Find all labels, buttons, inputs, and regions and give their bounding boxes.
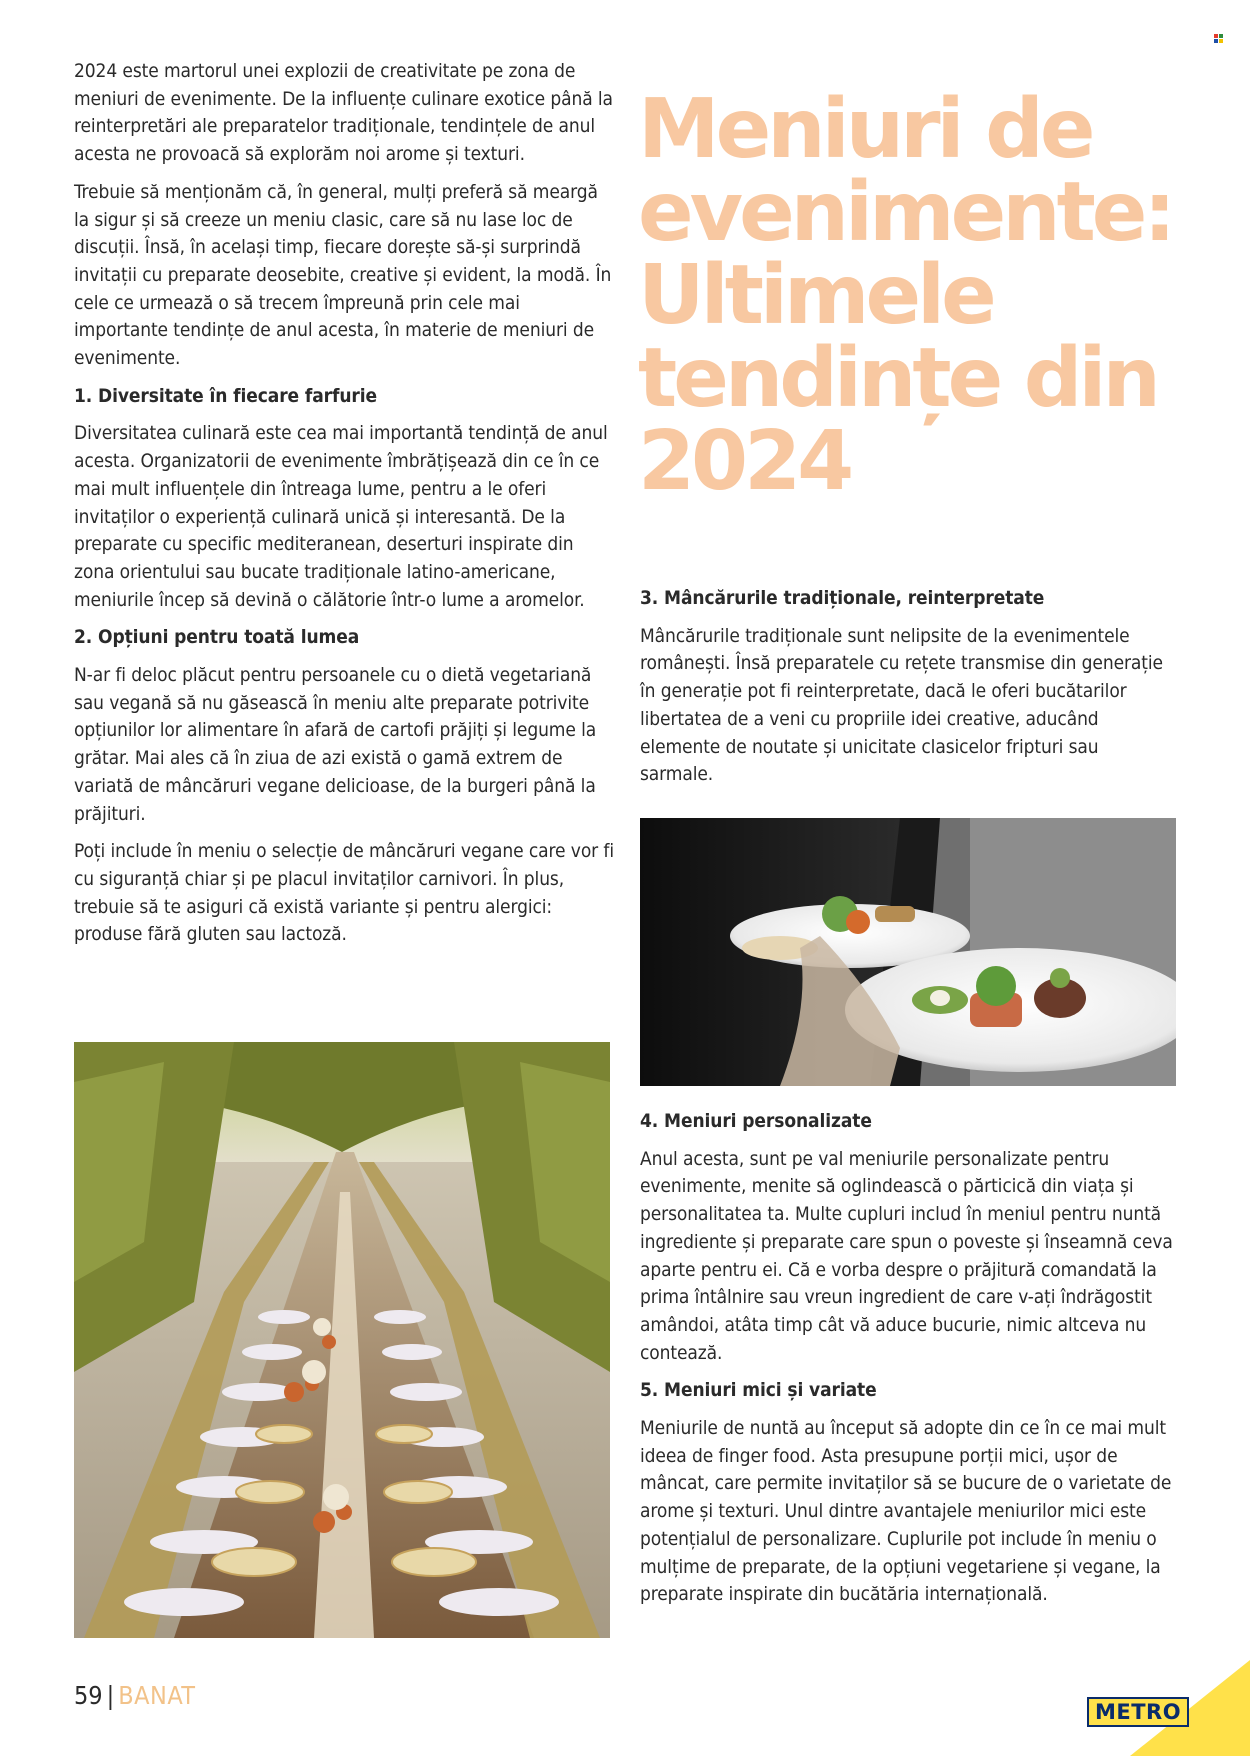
section-5-heading: 5. Meniuri mici și variate	[640, 1379, 877, 1402]
section-4-paragraph: Anul acesta, sunt pe val meniurile personalizate pentru evenimente, menite să oglindească o părticică din viața și personalitatea ta. Multe cupluri includ în meniul pentru nuntă ingrediente și preparate care spun o poveste și înseamnă ceva aparte pentru ei. Că e vorba despre o prăjitură comandată la prima întâlnire sau vreun ingredient de care v-ați îndrăgostit amândoi, atâta timp cât vă aduce bucurie, nimic altceva nu contează.	[640, 1147, 1173, 1364]
footer-page-label	[74, 1681, 196, 1711]
title-line-4: tendințe din	[638, 331, 1157, 426]
metro-logo	[1087, 1697, 1189, 1727]
intro-paragraph-2: Trebuie să menționăm că, în general, mulți preferă să meargă la sigur și să creeze un meniu clasic, care să nu lase loc de discuții. Însă, în același timp, fiecare dorește să-și surprindă invitații cu preparate deosebite, creative și evident, la modă. În cele ce urmează o să trecem împreună prin cele mai importante tendințe de anul acesta, în materie de meniuri de evenimente.	[74, 180, 612, 370]
title-line-5: 2024	[638, 414, 851, 509]
corner-mark-icon	[1214, 34, 1223, 43]
title-line-1: Meniuri de	[638, 82, 1092, 177]
page-number: 59	[74, 1681, 103, 1710]
title-line-3: Ultimele	[638, 248, 993, 343]
section-3-heading: 3. Mâncărurile tradiționale, reinterpretate	[640, 587, 1045, 609]
section-2-heading: 2. Opțiuni pentru toată lumea	[74, 626, 360, 649]
section-2-paragraph-1: N-ar fi deloc plăcut pentru persoanele cu o dietă vegetariană sau vegană să nu găsească în meniu alte preparate potrivite opțiunilor lor alimentare în afară de cartofi prăjiți și legume la grătar. Mai ales că în ziua de azi există o gamă extrem de variată de mâncăruri vegane delicioase, de la burgeri până la prăjituri.	[74, 664, 597, 825]
footer-separator: |	[106, 1681, 115, 1710]
region-label: BANAT	[118, 1681, 196, 1710]
section-3-paragraph: Mâncărurile tradiționale sunt nelipsite de la evenimentele românești. Însă preparatele cu rețete transmise din generație în generație pot fi reinterpretate, dacă le oferi bucătarilor libertatea de a veni cu propriile idei creative, aducând elemente de noutate și unicitate clasicelor fripturi sau sarmale.	[640, 624, 1163, 786]
metro-logo-text: METRO	[1094, 1700, 1182, 1724]
banquet-table-photo	[74, 1042, 610, 1638]
waiter-plates-illustration	[640, 818, 1176, 1086]
right-column-top	[640, 585, 1176, 799]
section-5-paragraph: Meniurile de nuntă au început să adopte din ce în ce mai mult ideea de finger food. Asta presupune porții mici, ușor de mâncat, care permite invitaților să se bucure de o varietate de arome și texturi. Unul dintre avantajele meniurilor mici este potențialul de personalizare. Cuplurile pot include în meniu o mulțime de preparate, de la opțiuni vegetariene și vegane, la preparate inspirate din bucătăria internațională.	[640, 1417, 1172, 1606]
section-2-paragraph-2: Poți include în meniu o selecție de mâncăruri vegane care vor fi cu siguranță chiar și pe placul invitaților carnivori. În plus, trebuie să te asiguri că există variante și pentru alergici: produse fără gluten sau lactoză.	[74, 840, 614, 946]
banquet-table-illustration	[74, 1042, 610, 1638]
title-line-2: evenimente:	[638, 165, 1173, 260]
section-4-heading: 4. Meniuri personalizate	[640, 1110, 872, 1132]
left-column	[74, 58, 614, 959]
section-1-paragraph: Diversitatea culinară este cea mai importantă tendință de anul acesta. Organizatorii de evenimente îmbrățișează din ce în ce mai mult influențele din întreaga lume, pentru a le oferi invitaților o experiență culinară unică și interesantă. De la preparate cu specific mediteranean, deserturi inspirate din zona orientului sau bucate tradiționale latino-americane, meniurile încep să devină o călătorie într-o lume a aromelor.	[74, 422, 608, 611]
right-column-bottom	[640, 1108, 1176, 1619]
page-title	[638, 82, 1238, 509]
section-1-heading: 1. Diversitate în fiecare farfurie	[74, 384, 377, 407]
waiter-plates-photo	[640, 818, 1176, 1086]
intro-paragraph-1: 2024 este martorul unei explozii de creativitate pe zona de meniuri de evenimente. De la influențe culinare exotice până la reinterpretări ale preparatelor tradiționale, tendințele de anul acesta ne provoacă să explorăm noi arome și texturi.	[74, 60, 613, 166]
